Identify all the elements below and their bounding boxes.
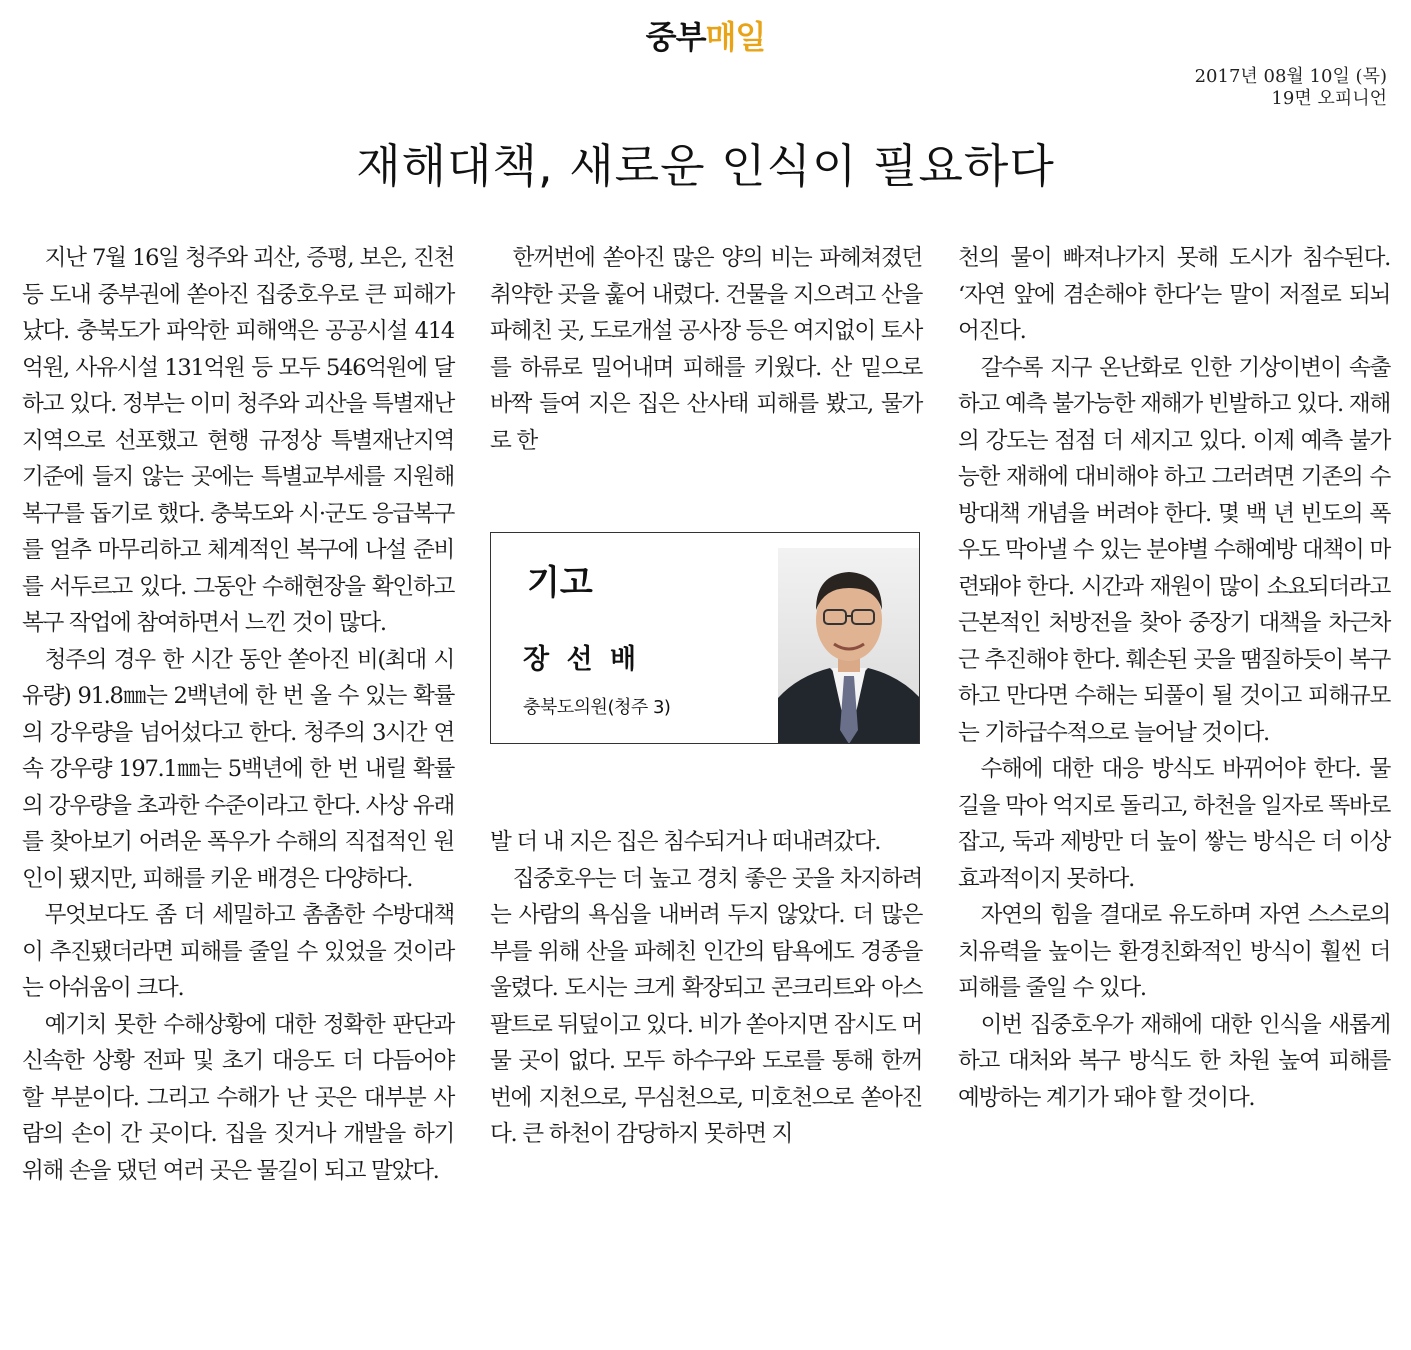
article-paragraph: 자연의 힘을 결대로 유도하며 자연 스스로의 치유력을 높이는 환경친화적인 방식이 훨씬 더 피해를 줄일 수 있다. bbox=[958, 902, 1390, 1001]
masthead-name-part1: 중부 bbox=[645, 18, 706, 56]
article-paragraph: 발 더 내 지은 집은 침수되거나 떠내려갔다. bbox=[490, 829, 881, 855]
article-column-3 bbox=[958, 240, 1390, 1116]
article-paragraph: 청주의 경우 한 시간 동안 쏟아진 비(최대 시유량) 91.8㎜는 2백년에 한 번 올 수 있는 확률의 강우량을 넘어섰다고 한다. 청주의 3시간 연속 강우량 197.1㎜는 5백년에 한 번 내릴 확률의 강우량을 초과한 수준이라고 한다. 사상 유래를 찾아보기 어려운 폭우가 수해의 직접적인 원인이 됐지만, 피해를 키운 배경은 다양하다. bbox=[22, 646, 454, 892]
article-paragraph: 갈수록 지구 온난화로 인한 기상이변이 속출하고 예측 불가능한 재해가 빈발하고 있다. 재해의 강도는 점점 더 세지고 있다. 이제 예측 불가능한 재해에 대비해야 하고 그러려면 기존의 수방대책 개념을 버려야 한다. 몇 백 년 빈도의 폭우도 막아낼 수 있는 분야별 수해예방 대책이 마련돼야 한다. 시간과 재원이 많이 소요되더라고 근본적인 처방전을 찾아 중장기 대책을 차근차근 추진해야 한다. 훼손된 곳을 땜질하듯이 복구하고 만다면 수해는 되풀이 될 것이고 피해규모는 기하급수적으로 늘어날 것이다. bbox=[958, 354, 1390, 746]
column-type-label: 기고 bbox=[527, 563, 593, 603]
dateline bbox=[1195, 66, 1387, 110]
article-paragraph: 무엇보다도 좀 더 세밀하고 촘촘한 수방대책이 추진됐더라면 피해를 줄일 수 있었을 것이라는 아쉬움이 크다. bbox=[22, 902, 454, 1001]
article-paragraph: 천의 물이 빠져나가지 못해 도시가 침수된다. ‘자연 앞에 겸손해야 한다’는 말이 저절로 되뇌어진다. bbox=[958, 245, 1390, 344]
article-column-1 bbox=[22, 240, 454, 1189]
newspaper-masthead bbox=[0, 12, 1411, 58]
article-paragraph: 지난 7월 16일 청주와 괴산, 증평, 보은, 진천 등 도내 중부권에 쏟아진 집중호우로 큰 피해가 났다. 충북도가 파악한 피해액은 공공시설 414억원, 사유시설 131억원 등 모두 546억원에 달하고 있다. 정부는 이미 청주와 괴산을 특별재난지역으로 선포했고 현행 규정상 특별재난지역 기준에 들지 않는 곳에는 특별교부세를 지원해 복구를 돕기로 했다. 충북도와 시·군도 응급복구를 얼추 마무리하고 체계적인 복구에 나설 준비를 서두르고 있다. 그동안 수해현장을 확인하고 복구 작업에 참여하면서 느낀 것이 많다. bbox=[22, 245, 454, 636]
masthead-name-part2: 매일 bbox=[705, 18, 766, 56]
article-paragraph: 수해에 대한 대응 방식도 바뀌어야 한다. 물길을 막아 억지로 돌리고, 하천을 일자로 똑바로 잡고, 둑과 제방만 더 높이 쌓는 방식은 더 이상 효과적이지 못하다. bbox=[958, 756, 1390, 892]
page-section: 19면 오피니언 bbox=[1271, 88, 1387, 109]
contributor-box bbox=[490, 532, 920, 744]
author-photo-icon bbox=[778, 548, 920, 744]
author-role: 충북도의원(청주 3) bbox=[523, 697, 671, 718]
publication-date: 2017년 08월 10일 (목) bbox=[1194, 66, 1387, 87]
article-column-2-bottom bbox=[490, 824, 922, 1153]
article-column-2-top bbox=[490, 240, 922, 459]
article-paragraph: 이번 집중호우가 재해에 대한 인식을 새롭게 하고 대처와 복구 방식도 한 차원 높여 피해를 예방하는 계기가 돼야 할 것이다. bbox=[958, 1011, 1390, 1111]
article-paragraph: 예기치 못한 수해상황에 대한 정확한 판단과 신속한 상황 전파 및 초기 대응도 더 다듬어야 할 부분이다. 그리고 수해가 난 곳은 대부분 사람의 손이 간 곳이다. 집을 짓거나 개발을 하기 위해 손을 댔던 여러 곳은 물길이 되고 말았다. bbox=[22, 1011, 454, 1184]
author-name: 장 선 배 bbox=[523, 644, 641, 675]
article-paragraph: 집중호우는 더 높고 경치 좋은 곳을 차지하려는 사람의 욕심을 내버려 두지 않았다. 더 많은 부를 위해 산을 파헤친 인간의 탐욕에도 경종을 울렸다. 도시는 크게 확장되고 콘크리트와 아스팔트로 뒤덮이고 있다. 비가 쏟아지면 잠시도 머물 곳이 없다. 모두 하수구와 도로를 통해 한꺼번에 지천으로, 무심천으로, 미호천으로 쏟아진다. 큰 하천이 감당하지 못하면 지 bbox=[490, 865, 922, 1147]
article-headline: 재해대책, 새로운 인식이 필요하다 bbox=[356, 139, 1055, 193]
article-paragraph: 한꺼번에 쏟아진 많은 양의 비는 파헤쳐졌던 취약한 곳을 훑어 내렸다. 건물을 지으려고 산을 파헤친 곳, 도로개설 공사장 등은 여지없이 토사를 하류로 밀어내며 피해를 키웠다. 산 밑으로 바짝 들여 지은 집은 산사태 피해를 봤고, 물가로 한 bbox=[490, 245, 922, 454]
